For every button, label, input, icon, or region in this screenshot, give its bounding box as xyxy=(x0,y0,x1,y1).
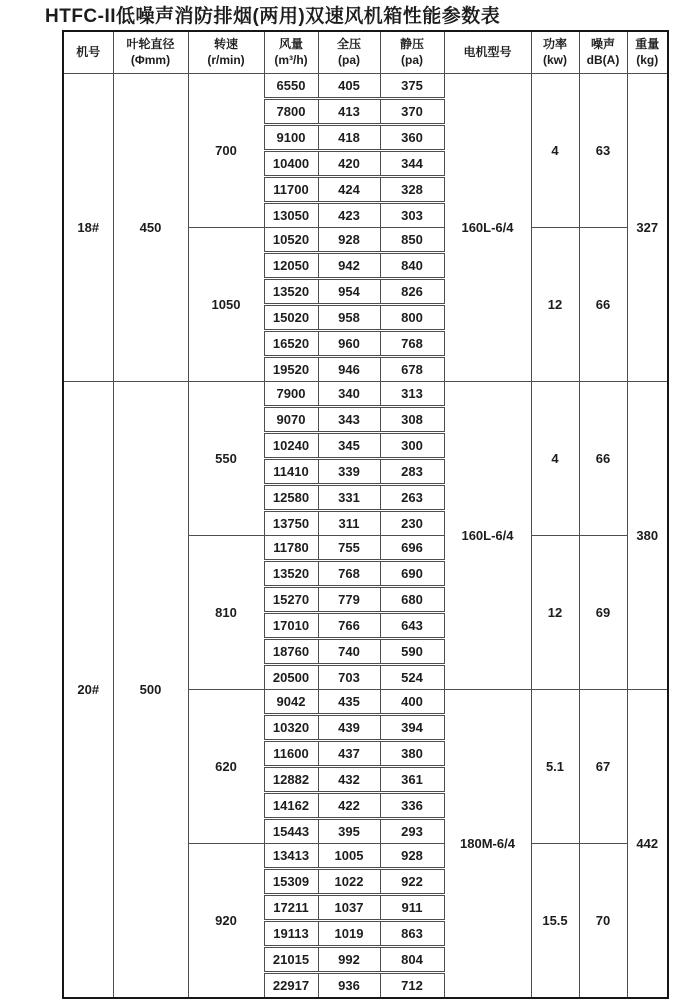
cell-static-pressure: 678 xyxy=(380,357,444,382)
col-header-line2: (Φmm) xyxy=(130,52,171,67)
cell-static-pressure: 361 xyxy=(380,767,444,793)
cell-airflow: 11410 xyxy=(264,459,318,485)
cell-static-pressure: 911 xyxy=(380,895,444,921)
cell-static-pressure: 394 xyxy=(380,715,444,741)
page-title: HTFC-II低噪声消防排烟(两用)双速风机箱性能参数表 xyxy=(45,6,501,27)
cell-static-pressure: 360 xyxy=(380,125,444,151)
cell-airflow: 17211 xyxy=(264,895,318,921)
cell-static-pressure: 524 xyxy=(380,665,444,690)
cell-static-pressure: 643 xyxy=(380,613,444,639)
cell-static-pressure: 308 xyxy=(380,407,444,433)
cell-total-pressure: 424 xyxy=(318,177,380,203)
cell-static-pressure: 590 xyxy=(380,639,444,665)
cell-static-pressure: 303 xyxy=(380,203,444,228)
cell-total-pressure: 418 xyxy=(318,125,380,151)
cell-static-pressure: 375 xyxy=(380,74,444,99)
cell-static-pressure: 380 xyxy=(380,741,444,767)
cell-total-pressure: 958 xyxy=(318,305,380,331)
cell-airflow: 19520 xyxy=(264,357,318,382)
col-header-line1: 功率 xyxy=(542,36,567,51)
col-header-line2: (kg) xyxy=(636,52,659,67)
cell-total-pressure: 340 xyxy=(318,382,380,407)
cell-static-pressure: 283 xyxy=(380,459,444,485)
cell-static-pressure: 344 xyxy=(380,151,444,177)
cell-machine-no: 20# xyxy=(63,382,113,999)
cell-airflow: 19113 xyxy=(264,921,318,947)
cell-speed: 920 xyxy=(188,844,264,999)
col-header-line2: (pa) xyxy=(338,52,360,67)
cell-static-pressure: 850 xyxy=(380,228,444,253)
col-header-power xyxy=(531,31,579,74)
cell-total-pressure: 420 xyxy=(318,151,380,177)
cell-static-pressure: 804 xyxy=(380,947,444,973)
cell-motor-model: 160L-6/4 xyxy=(444,382,531,690)
cell-total-pressure: 946 xyxy=(318,357,380,382)
cell-diameter: 500 xyxy=(113,382,188,999)
cell-total-pressure: 703 xyxy=(318,665,380,690)
cell-power: 15.5 xyxy=(531,844,579,999)
cell-airflow: 18760 xyxy=(264,639,318,665)
col-header-line1: 风量 xyxy=(278,36,303,51)
col-header-line2: (m³/h) xyxy=(274,52,308,67)
cell-static-pressure: 230 xyxy=(380,511,444,536)
cell-static-pressure: 863 xyxy=(380,921,444,947)
cell-airflow: 13413 xyxy=(264,844,318,869)
cell-airflow: 11600 xyxy=(264,741,318,767)
cell-total-pressure: 437 xyxy=(318,741,380,767)
cell-total-pressure: 960 xyxy=(318,331,380,357)
cell-total-pressure: 413 xyxy=(318,99,380,125)
col-header-total-pressure xyxy=(318,31,380,74)
cell-static-pressure: 922 xyxy=(380,869,444,895)
cell-power: 4 xyxy=(531,74,579,228)
col-header-line2: dB(A) xyxy=(586,52,620,67)
cell-static-pressure: 328 xyxy=(380,177,444,203)
cell-static-pressure: 370 xyxy=(380,99,444,125)
cell-total-pressure: 422 xyxy=(318,793,380,819)
cell-airflow: 17010 xyxy=(264,613,318,639)
cell-static-pressure: 263 xyxy=(380,485,444,511)
cell-machine-no: 18# xyxy=(63,74,113,382)
cell-speed: 620 xyxy=(188,690,264,844)
cell-airflow: 10240 xyxy=(264,433,318,459)
cell-airflow: 14162 xyxy=(264,793,318,819)
col-header-line1: 机号 xyxy=(76,44,101,59)
cell-total-pressure: 435 xyxy=(318,690,380,715)
cell-airflow: 22917 xyxy=(264,973,318,999)
cell-static-pressure: 696 xyxy=(380,536,444,561)
cell-static-pressure: 928 xyxy=(380,844,444,869)
cell-static-pressure: 712 xyxy=(380,973,444,999)
cell-static-pressure: 768 xyxy=(380,331,444,357)
col-header-line2: (kw) xyxy=(543,52,567,67)
cell-power: 4 xyxy=(531,382,579,536)
cell-airflow: 15443 xyxy=(264,819,318,844)
cell-noise: 67 xyxy=(579,690,627,844)
col-header-machine-no xyxy=(63,31,113,74)
cell-airflow: 9070 xyxy=(264,407,318,433)
cell-airflow: 13050 xyxy=(264,203,318,228)
col-header-line2: (r/min) xyxy=(207,52,245,67)
cell-static-pressure: 840 xyxy=(380,253,444,279)
cell-airflow: 13520 xyxy=(264,561,318,587)
cell-airflow: 9100 xyxy=(264,125,318,151)
cell-airflow: 16520 xyxy=(264,331,318,357)
cell-airflow: 12882 xyxy=(264,767,318,793)
cell-total-pressure: 954 xyxy=(318,279,380,305)
col-header-line1: 电机型号 xyxy=(463,44,512,59)
cell-noise: 70 xyxy=(579,844,627,999)
cell-noise: 66 xyxy=(579,228,627,382)
cell-power: 5.1 xyxy=(531,690,579,844)
col-header-motor-model xyxy=(444,31,531,74)
cell-noise: 69 xyxy=(579,536,627,690)
cell-airflow: 7800 xyxy=(264,99,318,125)
cell-airflow: 7900 xyxy=(264,382,318,407)
col-header-diameter xyxy=(113,31,188,74)
cell-static-pressure: 680 xyxy=(380,587,444,613)
cell-total-pressure: 432 xyxy=(318,767,380,793)
cell-speed: 550 xyxy=(188,382,264,536)
cell-static-pressure: 293 xyxy=(380,819,444,844)
cell-airflow: 12580 xyxy=(264,485,318,511)
header-row xyxy=(63,31,668,74)
cell-total-pressure: 1005 xyxy=(318,844,380,869)
cell-airflow: 10520 xyxy=(264,228,318,253)
cell-total-pressure: 740 xyxy=(318,639,380,665)
cell-airflow: 9042 xyxy=(264,690,318,715)
cell-airflow: 13750 xyxy=(264,511,318,536)
cell-total-pressure: 311 xyxy=(318,511,380,536)
cell-airflow: 11700 xyxy=(264,177,318,203)
cell-airflow: 10400 xyxy=(264,151,318,177)
col-header-noise xyxy=(579,31,627,74)
col-header-line1: 噪声 xyxy=(590,36,615,51)
col-header-line2: (pa) xyxy=(401,52,423,67)
performance-table xyxy=(62,30,669,999)
col-header-line1: 静压 xyxy=(399,36,424,51)
cell-static-pressure: 313 xyxy=(380,382,444,407)
cell-airflow: 6550 xyxy=(264,74,318,99)
document-page xyxy=(0,5,700,993)
cell-static-pressure: 336 xyxy=(380,793,444,819)
cell-airflow: 21015 xyxy=(264,947,318,973)
cell-static-pressure: 300 xyxy=(380,433,444,459)
cell-total-pressure: 942 xyxy=(318,253,380,279)
cell-weight: 327 xyxy=(627,74,668,382)
cell-static-pressure: 690 xyxy=(380,561,444,587)
cell-speed: 700 xyxy=(188,74,264,228)
cell-airflow: 20500 xyxy=(264,665,318,690)
table-row xyxy=(63,74,668,99)
cell-airflow: 15309 xyxy=(264,869,318,895)
cell-total-pressure: 423 xyxy=(318,203,380,228)
col-header-line1: 叶轮直径 xyxy=(126,36,175,51)
cell-motor-model: 160L-6/4 xyxy=(444,74,531,382)
col-header-line1: 重量 xyxy=(635,36,660,51)
cell-noise: 63 xyxy=(579,74,627,228)
cell-diameter: 450 xyxy=(113,74,188,382)
cell-total-pressure: 343 xyxy=(318,407,380,433)
cell-total-pressure: 331 xyxy=(318,485,380,511)
cell-total-pressure: 992 xyxy=(318,947,380,973)
cell-airflow: 13520 xyxy=(264,279,318,305)
cell-static-pressure: 400 xyxy=(380,690,444,715)
cell-total-pressure: 439 xyxy=(318,715,380,741)
cell-total-pressure: 1037 xyxy=(318,895,380,921)
cell-total-pressure: 1022 xyxy=(318,869,380,895)
cell-total-pressure: 928 xyxy=(318,228,380,253)
cell-speed: 1050 xyxy=(188,228,264,382)
cell-total-pressure: 755 xyxy=(318,536,380,561)
cell-power: 12 xyxy=(531,228,579,382)
cell-power: 12 xyxy=(531,536,579,690)
col-header-line1: 全压 xyxy=(336,36,361,51)
cell-total-pressure: 779 xyxy=(318,587,380,613)
table-row xyxy=(63,382,668,407)
cell-speed: 810 xyxy=(188,536,264,690)
cell-motor-model: 180M-6/4 xyxy=(444,690,531,999)
cell-total-pressure: 768 xyxy=(318,561,380,587)
cell-airflow: 11780 xyxy=(264,536,318,561)
cell-airflow: 15020 xyxy=(264,305,318,331)
cell-static-pressure: 800 xyxy=(380,305,444,331)
cell-total-pressure: 936 xyxy=(318,973,380,999)
cell-total-pressure: 345 xyxy=(318,433,380,459)
cell-static-pressure: 826 xyxy=(380,279,444,305)
cell-total-pressure: 405 xyxy=(318,74,380,99)
col-header-line1: 转速 xyxy=(213,36,238,51)
cell-total-pressure: 395 xyxy=(318,819,380,844)
col-header-static-pressure xyxy=(380,31,444,74)
cell-total-pressure: 1019 xyxy=(318,921,380,947)
col-header-weight xyxy=(627,31,668,74)
col-header-speed xyxy=(188,31,264,74)
cell-airflow: 15270 xyxy=(264,587,318,613)
cell-noise: 66 xyxy=(579,382,627,536)
cell-total-pressure: 766 xyxy=(318,613,380,639)
cell-total-pressure: 339 xyxy=(318,459,380,485)
col-header-airflow xyxy=(264,31,318,74)
cell-airflow: 12050 xyxy=(264,253,318,279)
cell-weight: 442 xyxy=(627,690,668,999)
cell-weight: 380 xyxy=(627,382,668,690)
cell-airflow: 10320 xyxy=(264,715,318,741)
